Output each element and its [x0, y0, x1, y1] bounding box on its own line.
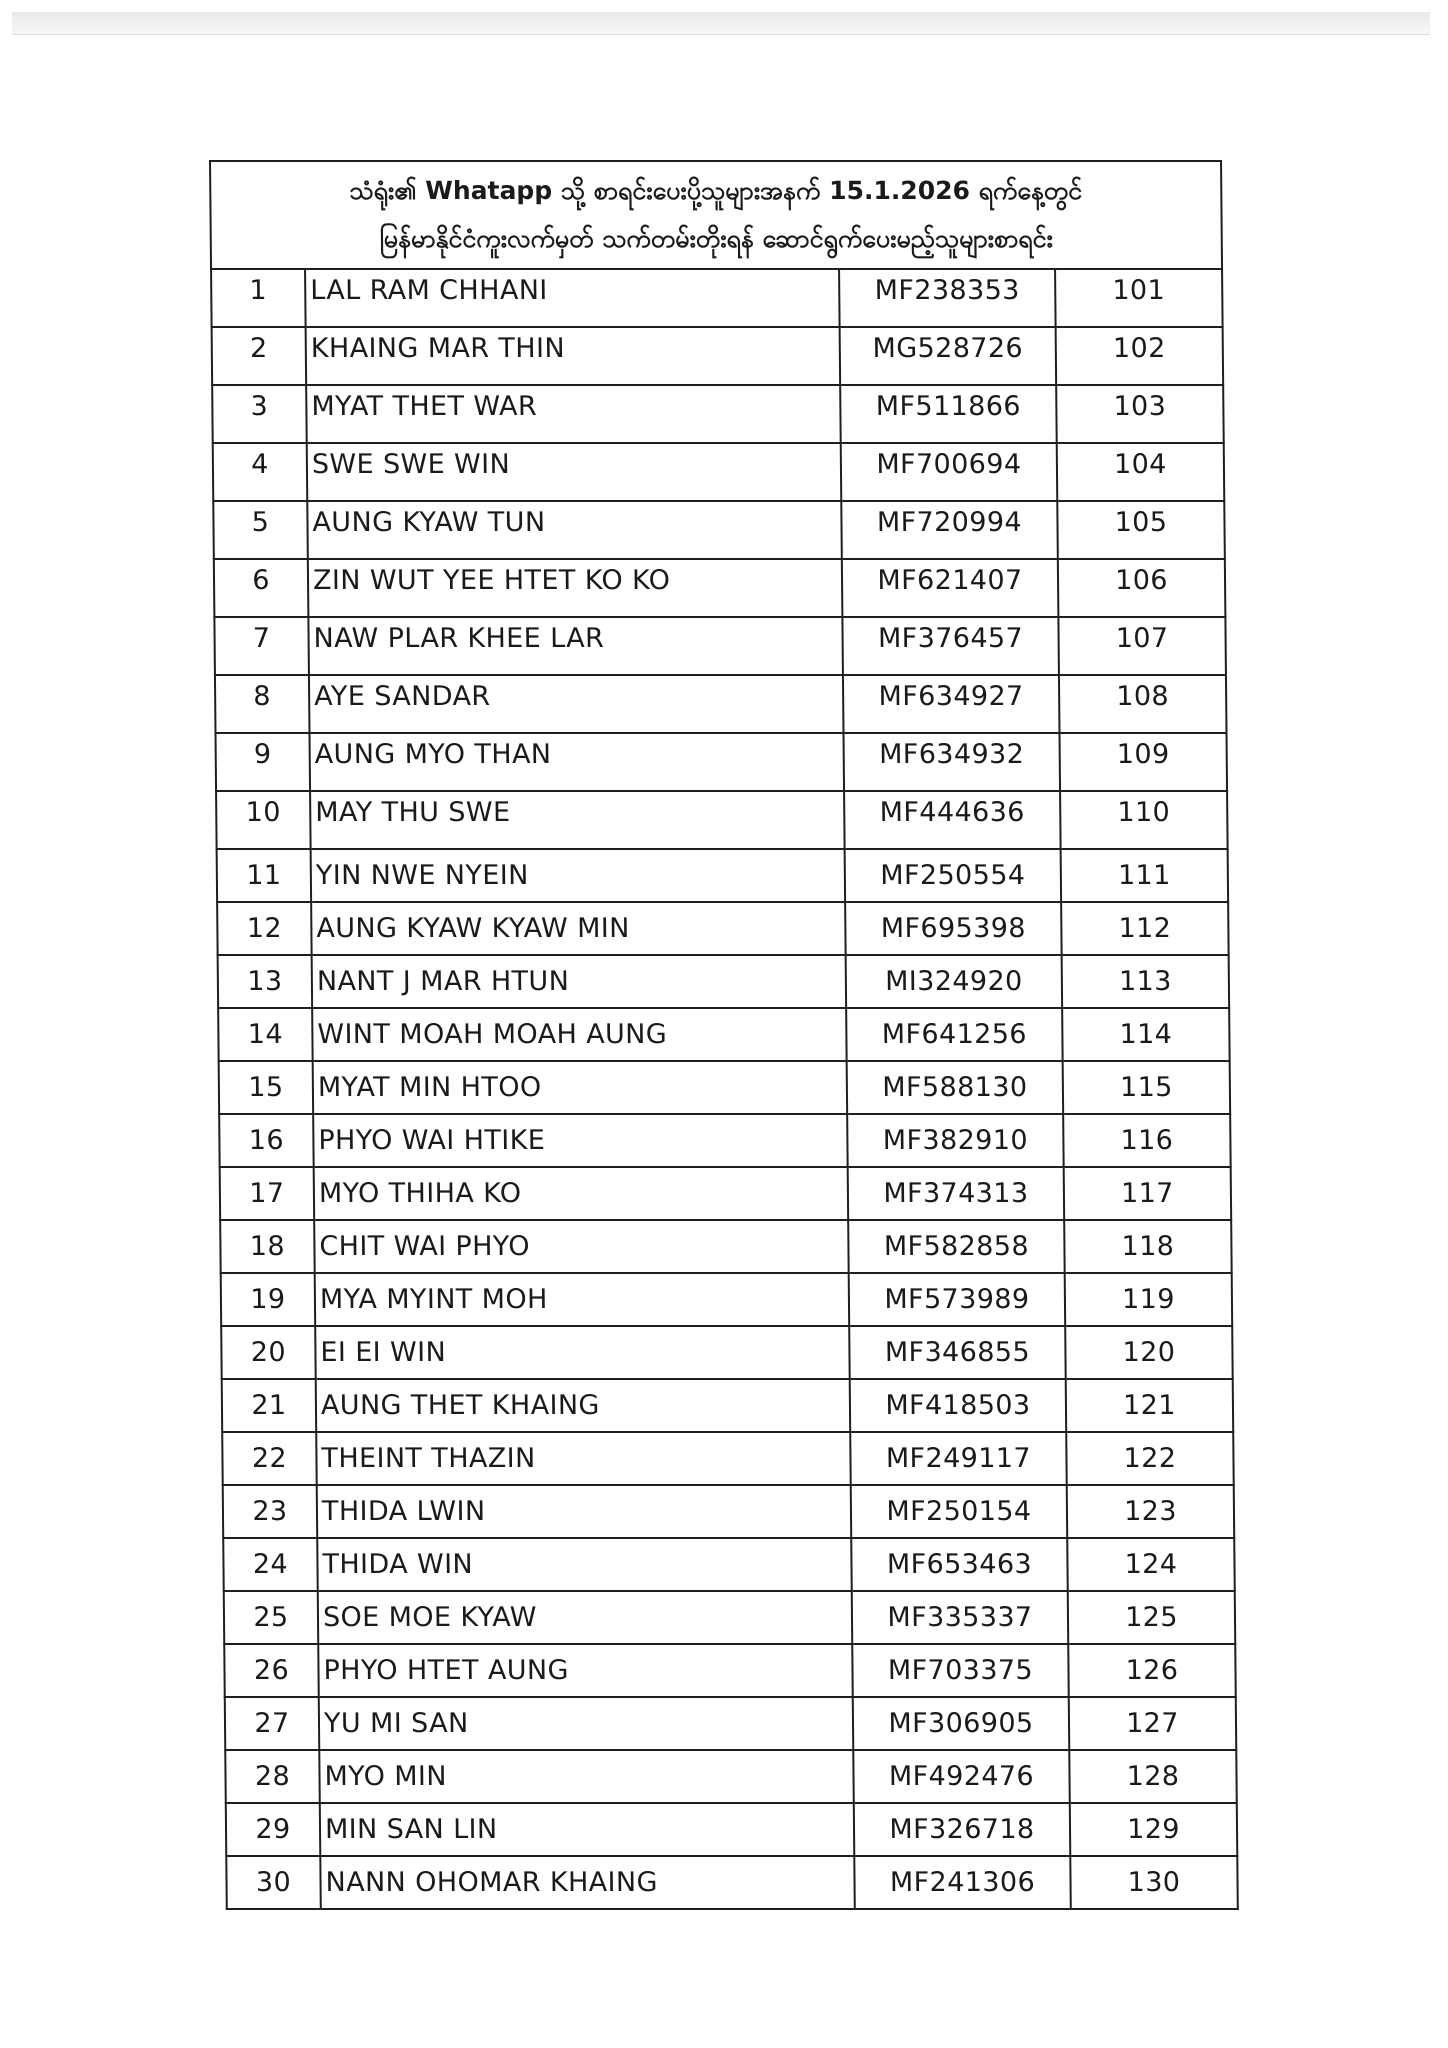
row-number: 21: [222, 1379, 317, 1432]
passport-number: MF641256: [846, 1008, 1063, 1061]
table-row: [213, 443, 1225, 501]
queue-number: 105: [1057, 501, 1225, 559]
applicant-name: AUNG KYAW KYAW MIN: [311, 902, 846, 955]
row-number: 26: [224, 1644, 319, 1697]
passport-number: MG528726: [840, 327, 1057, 385]
applicant-name: AUNG MYO THAN: [310, 733, 845, 791]
applicant-name: SWE SWE WIN: [307, 443, 842, 501]
table-row: [213, 501, 1225, 559]
passport-number: MF582858: [848, 1220, 1065, 1273]
row-number: 1: [211, 269, 306, 327]
row-number: 5: [213, 501, 308, 559]
table-row: [211, 269, 1223, 327]
document-sheet: [209, 160, 1237, 1910]
table-row: [218, 955, 1230, 1008]
passport-number: MI324920: [846, 955, 1063, 1008]
row-number: 25: [224, 1591, 319, 1644]
queue-number: 128: [1069, 1750, 1237, 1803]
applicant-name: MYAT THET WAR: [306, 385, 841, 443]
queue-number: 123: [1067, 1485, 1235, 1538]
queue-number: 101: [1055, 269, 1223, 327]
table-row: [225, 1750, 1237, 1803]
applicant-name: YIN NWE NYEIN: [311, 849, 846, 902]
passport-number: MF418503: [850, 1379, 1067, 1432]
row-number: 3: [212, 385, 307, 443]
table-title: [210, 161, 1222, 269]
queue-number: 120: [1065, 1326, 1233, 1379]
row-number: 19: [221, 1273, 316, 1326]
table-row: [221, 1326, 1233, 1379]
applicant-name: THEINT THAZIN: [316, 1432, 851, 1485]
row-number: 8: [215, 675, 310, 733]
table-row: [214, 559, 1226, 617]
row-number: 14: [218, 1008, 313, 1061]
row-number: 12: [217, 902, 312, 955]
passport-renewal-table: [209, 160, 1239, 1910]
passport-number: MF634932: [844, 733, 1061, 791]
table-row: [216, 733, 1228, 791]
passport-number: MF238353: [839, 269, 1056, 327]
applicant-name: MYO MIN: [319, 1750, 854, 1803]
row-number: 11: [217, 849, 312, 902]
passport-number: MF250554: [845, 849, 1062, 902]
passport-number: MF588130: [847, 1061, 1064, 1114]
applicant-name: CHIT WAI PHYO: [314, 1220, 849, 1273]
applicant-name: NANT J MAR HTUN: [312, 955, 847, 1008]
table-title-row: [210, 161, 1222, 269]
row-number: 13: [218, 955, 313, 1008]
passport-number: MF703375: [852, 1644, 1069, 1697]
row-number: 2: [212, 327, 307, 385]
passport-number: MF634927: [843, 675, 1060, 733]
row-number: 22: [222, 1432, 317, 1485]
queue-number: 121: [1066, 1379, 1234, 1432]
table-row: [224, 1591, 1236, 1644]
applicant-name: AUNG THET KHAING: [316, 1379, 851, 1432]
row-number: 6: [214, 559, 309, 617]
table-row: [221, 1273, 1233, 1326]
queue-number: 107: [1058, 617, 1226, 675]
applicant-name: MYAT MIN HTOO: [313, 1061, 848, 1114]
passport-number: MF720994: [841, 501, 1058, 559]
table-row: [217, 849, 1229, 902]
applicant-name: EI EI WIN: [315, 1326, 850, 1379]
queue-number: 104: [1057, 443, 1225, 501]
queue-number: 127: [1069, 1697, 1237, 1750]
queue-number: 108: [1059, 675, 1227, 733]
table-row: [212, 385, 1224, 443]
row-number: 17: [220, 1167, 315, 1220]
applicant-name: MYA MYINT MOH: [315, 1273, 850, 1326]
applicant-name: NANN OHOMAR KHAING: [320, 1856, 855, 1909]
table-row: [216, 791, 1228, 849]
table-row: [223, 1538, 1235, 1591]
passport-number: MF346855: [849, 1326, 1066, 1379]
passport-number: MF511866: [840, 385, 1057, 443]
applicant-name: ZIN WUT YEE HTET KO KO: [308, 559, 843, 617]
queue-number: 112: [1061, 902, 1229, 955]
table-row: [217, 902, 1229, 955]
passport-number: MF250154: [851, 1485, 1068, 1538]
table-row: [224, 1644, 1236, 1697]
table-row: [212, 327, 1224, 385]
queue-number: 103: [1056, 385, 1224, 443]
queue-number: 119: [1065, 1273, 1233, 1326]
applicant-name: NAW PLAR KHEE LAR: [308, 617, 843, 675]
queue-number: 110: [1060, 791, 1228, 849]
title-line-2: မြန်မာနိုင်ငံကူးလက်မှတ် သက်တမ်းတိုးရန် ဆောင်ရွက်ပေးမည့်သူများစာရင်း: [379, 224, 1054, 253]
applicant-name: MYO THIHA KO: [314, 1167, 849, 1220]
queue-number: 113: [1062, 955, 1230, 1008]
passport-number: MF335337: [852, 1591, 1069, 1644]
applicant-name: KHAING MAR THIN: [306, 327, 841, 385]
queue-number: 109: [1060, 733, 1228, 791]
row-number: 4: [213, 443, 308, 501]
queue-number: 102: [1056, 327, 1224, 385]
row-number: 15: [219, 1061, 314, 1114]
row-number: 18: [220, 1220, 315, 1273]
applicant-name: PHYO WAI HTIKE: [313, 1114, 848, 1167]
passport-number: MF653463: [851, 1538, 1068, 1591]
row-number: 16: [219, 1114, 314, 1167]
passport-number: MF326718: [854, 1803, 1071, 1856]
table-row: [219, 1114, 1231, 1167]
queue-number: 116: [1063, 1114, 1231, 1167]
table-row: [225, 1697, 1237, 1750]
queue-number: 126: [1068, 1644, 1236, 1697]
table-row: [218, 1008, 1230, 1061]
applicant-name: THIDA WIN: [317, 1538, 852, 1591]
table-row: [214, 617, 1226, 675]
table-row: [223, 1485, 1235, 1538]
passport-number: MF492476: [853, 1750, 1070, 1803]
row-number: 10: [216, 791, 311, 849]
queue-number: 130: [1070, 1856, 1238, 1909]
passport-number: MF700694: [841, 443, 1058, 501]
passport-number: MF695398: [845, 902, 1062, 955]
row-number: 29: [226, 1803, 321, 1856]
table-row: [215, 675, 1227, 733]
applicant-name: PHYO HTET AUNG: [318, 1644, 853, 1697]
applicant-name: MIN SAN LIN: [320, 1803, 855, 1856]
applicant-name: THIDA LWIN: [317, 1485, 852, 1538]
row-number: 28: [225, 1750, 320, 1803]
queue-number: 106: [1058, 559, 1226, 617]
title-line-1: သံရုံး၏ Whatapp သို့ စာရင်းပေးပို့သူများအနက် 15.1.2026 ရက်နေ့တွင်: [349, 176, 1083, 205]
passport-number: MF621407: [842, 559, 1059, 617]
table-row: [220, 1220, 1232, 1273]
table-row: [226, 1803, 1238, 1856]
applicant-name: YU MI SAN: [319, 1697, 854, 1750]
passport-number: MF444636: [844, 791, 1061, 849]
queue-number: 124: [1067, 1538, 1235, 1591]
queue-number: 129: [1070, 1803, 1238, 1856]
applicant-name: SOE MOE KYAW: [318, 1591, 853, 1644]
queue-number: 115: [1063, 1061, 1231, 1114]
table-row: [219, 1061, 1231, 1114]
table-row: [222, 1432, 1234, 1485]
table-row: [220, 1167, 1232, 1220]
queue-number: 122: [1066, 1432, 1234, 1485]
passport-number: MF573989: [849, 1273, 1066, 1326]
queue-number: 114: [1062, 1008, 1230, 1061]
passport-number: MF382910: [847, 1114, 1064, 1167]
row-number: 9: [216, 733, 311, 791]
row-number: 24: [223, 1538, 318, 1591]
row-number: 23: [223, 1485, 318, 1538]
applicant-name: MAY THU SWE: [310, 791, 845, 849]
row-number: 27: [225, 1697, 320, 1750]
applicant-name: AUNG KYAW TUN: [307, 501, 842, 559]
row-number: 7: [214, 617, 309, 675]
queue-number: 118: [1064, 1220, 1232, 1273]
scan-top-edge: [12, 12, 1430, 35]
queue-number: 125: [1068, 1591, 1236, 1644]
table-row: [222, 1379, 1234, 1432]
applicant-name: AYE SANDAR: [309, 675, 844, 733]
row-number: 20: [221, 1326, 316, 1379]
applicant-name: WINT MOAH MOAH AUNG: [312, 1008, 847, 1061]
passport-number: MF376457: [842, 617, 1059, 675]
passport-number: MF249117: [850, 1432, 1067, 1485]
passport-number: MF241306: [854, 1856, 1071, 1909]
queue-number: 117: [1064, 1167, 1232, 1220]
passport-number: MF374313: [848, 1167, 1065, 1220]
table-row: [226, 1856, 1238, 1909]
passport-number: MF306905: [853, 1697, 1070, 1750]
applicant-name: LAL RAM CHHANI: [305, 269, 840, 327]
queue-number: 111: [1061, 849, 1229, 902]
row-number: 30: [226, 1856, 321, 1909]
